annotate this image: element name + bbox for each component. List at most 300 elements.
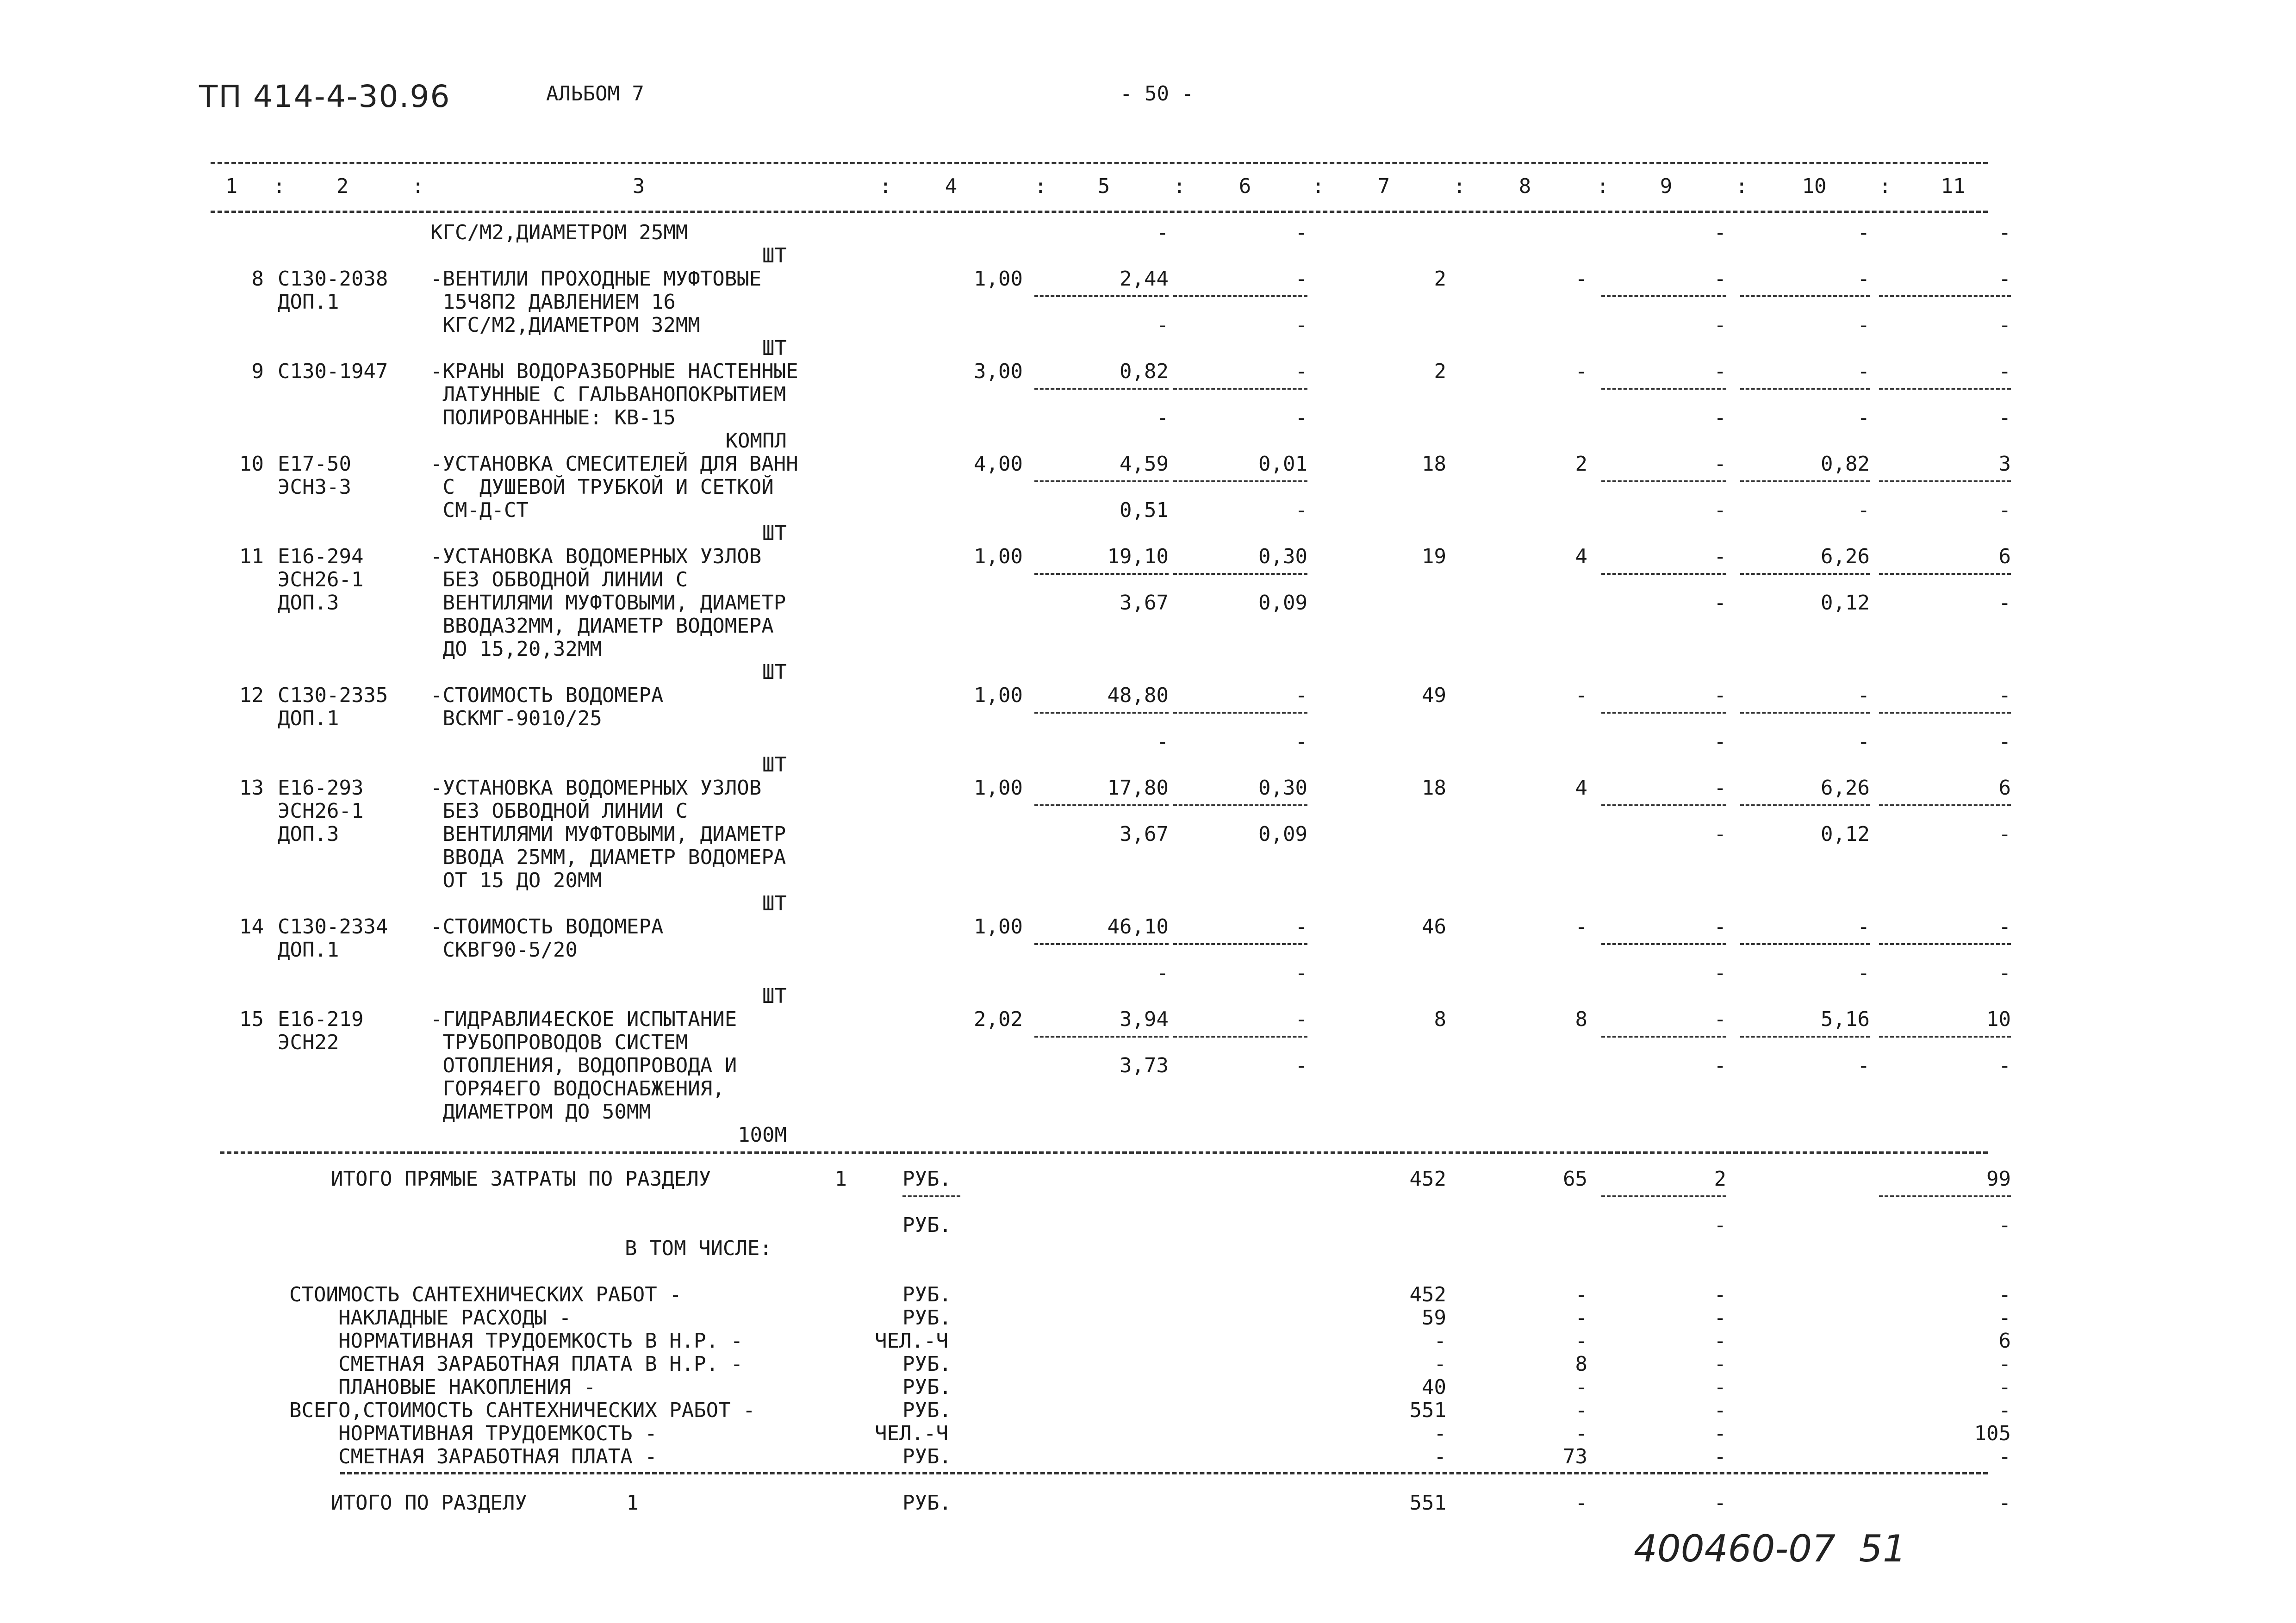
cell-divider	[1034, 480, 1169, 482]
cell-divider	[1879, 480, 2011, 482]
section-total-label: ИТОГО ПО РАЗДЕЛУ	[331, 1491, 527, 1515]
measure-unit: ШТ	[762, 244, 787, 267]
row-code: ЭСН26-1	[278, 799, 364, 823]
labor-unit-value: 0,82	[1821, 452, 1870, 476]
section-total-unit: РУБ.	[902, 1491, 952, 1515]
wage-unit-sub-value: -	[1295, 730, 1307, 753]
row-code: Е16-294	[278, 545, 364, 568]
row-code: Е16-219	[278, 1007, 364, 1031]
breakdown-unit: РУБ.	[902, 1352, 952, 1376]
direct-costs-unit-2: РУБ.	[902, 1213, 952, 1237]
row-r10-description: -УСТАНОВКА СМЕСИТЕЛЕЙ ДЛЯ ВАНН	[430, 452, 798, 476]
column-separator: :	[412, 174, 424, 198]
quantity-value: 1,00	[974, 267, 1023, 291]
unit-cost-value: 3,94	[1120, 1007, 1169, 1031]
breakdown-machine: -	[1714, 1399, 1726, 1422]
breakdown-machine: -	[1714, 1283, 1726, 1306]
cell-divider	[1601, 480, 1726, 482]
totals-top-rule	[220, 1151, 1988, 1154]
cell-divider	[1601, 943, 1726, 945]
direct-costs-machine-sub: -	[1714, 1213, 1726, 1237]
unit-cost-value: 4,59	[1120, 452, 1169, 476]
quantity-value: 1,00	[974, 915, 1023, 939]
row-r11-description: ДО 15,20,32ММ	[430, 637, 602, 661]
cell-divider	[1034, 943, 1169, 945]
total-wage-value: -	[1575, 267, 1587, 291]
column-separator: :	[1879, 174, 1892, 198]
quantity-value: 4,00	[974, 452, 1023, 476]
machine-cost-value: -	[1714, 684, 1726, 707]
breakdown-machine: -	[1714, 1445, 1726, 1468]
total-cost-value: 46	[1422, 915, 1446, 939]
row-r8-description: 15Ч8П2 ДАВЛЕНИЕМ 16	[430, 290, 676, 314]
measure-unit: ШТ	[762, 336, 787, 360]
quantity-value: 2,02	[974, 1007, 1023, 1031]
breakdown-label: СМЕТНАЯ ЗАРАБОТНАЯ ПЛАТА В Н.Р. -	[289, 1352, 743, 1376]
cell-divider	[1879, 573, 2011, 575]
row-code: ЭСН3-3	[278, 475, 351, 499]
row-number: 8	[251, 267, 264, 291]
wage-unit-value: -	[1295, 1007, 1307, 1031]
row-number: 12	[239, 684, 264, 707]
column-separator: :	[1453, 174, 1466, 198]
breakdown-total: -	[1434, 1352, 1446, 1376]
direct-costs-total: 452	[1409, 1167, 1446, 1191]
total-cost-value: 19	[1422, 545, 1446, 568]
row-r10-description: СМ-Д-СТ	[430, 498, 529, 522]
row-code: С130-2334	[278, 915, 388, 939]
unit-cost-value: 48,80	[1107, 684, 1169, 707]
total-cost-value: 8	[1434, 1007, 1446, 1031]
row-code: ЭСН26-1	[278, 568, 364, 591]
labor-unit-sub-value: -	[1857, 221, 1870, 244]
breakdown-wage: -	[1575, 1306, 1587, 1330]
direct-costs-unit: РУБ.	[902, 1167, 952, 1191]
labor-total-sub-value: -	[1998, 313, 2011, 337]
labor-unit-sub-value: -	[1857, 406, 1870, 429]
labor-total-sub-value: -	[1998, 961, 2011, 985]
row-r15-description: ГОРЯ4ЕГО ВОДОСНАБЖЕНИЯ,	[430, 1077, 725, 1101]
unit-cost-sub-value: 0,51	[1120, 498, 1169, 522]
row-code: ДОП.3	[278, 822, 339, 846]
document-designation: ТП 414-4-30.96	[199, 79, 451, 114]
unit-cost-sub-value: -	[1156, 406, 1169, 429]
wage-unit-sub-value: 0,09	[1258, 822, 1307, 846]
breakdown-label: СТОИМОСТЬ САНТЕХНИЧЕСКИХ РАБОТ -	[289, 1283, 682, 1306]
column-separator: :	[1736, 174, 1748, 198]
row-r8-description: КГС/М2,ДИАМЕТРОМ 32ММ	[430, 313, 700, 337]
labor-total-sub-value: -	[1998, 406, 2011, 429]
breakdown-wage: 8	[1575, 1352, 1587, 1376]
album-label: АЛЬБОМ 7	[546, 82, 644, 106]
unit-cost-sub-value: 3,67	[1120, 822, 1169, 846]
column-separator: :	[879, 174, 892, 198]
row-number: 14	[239, 915, 264, 939]
row-r12-description: ВСКМГ-9010/25	[430, 707, 602, 730]
row-r13-description: ОТ 15 ДО 20ММ	[430, 869, 602, 892]
cell-divider	[1034, 712, 1169, 714]
direct-costs-machine: 2	[1714, 1167, 1726, 1191]
unit-cost-sub-value: 3,73	[1120, 1054, 1169, 1077]
total-wage-value: -	[1575, 360, 1587, 383]
row-code: Е17-50	[278, 452, 351, 476]
labor-total-value: 6	[1998, 545, 2011, 568]
labor-unit-sub-value: -	[1857, 961, 1870, 985]
row-r14-description: -СТОИМОСТЬ ВОДОМЕРА	[430, 915, 664, 939]
cell-divider	[1601, 712, 1726, 714]
column-header-9: 9	[1660, 174, 1673, 198]
row-r13-description: -УСТАНОВКА ВОДОМЕРНЫХ УЗЛОВ	[430, 776, 762, 800]
breakdown-label: НОРМАТИВНАЯ ТРУДОЕМКОСТЬ -	[289, 1422, 657, 1445]
column-separator: :	[1597, 174, 1609, 198]
total-wage-value: -	[1575, 915, 1587, 939]
total-cost-value: 18	[1422, 776, 1446, 800]
labor-unit-value: -	[1857, 684, 1870, 707]
column-header-3: 3	[632, 174, 645, 198]
cell-divider	[1740, 1036, 1870, 1038]
row-r15-description: ОТОПЛЕНИЯ, ВОДОПРОВОДА И	[430, 1054, 737, 1077]
cell-divider	[1034, 804, 1169, 806]
labor-total-value: 6	[1998, 776, 2011, 800]
row-r9-description: ЛАТУННЫЕ С ГАЛЬВАНОПОКРЫТИЕМ	[430, 383, 786, 406]
breakdown-unit: РУБ.	[902, 1399, 952, 1422]
column-separator: :	[1312, 174, 1325, 198]
row-number: 11	[239, 545, 264, 568]
cell-divider	[1879, 712, 2011, 714]
unit-cost-sub-value: -	[1156, 221, 1169, 244]
column-header-11: 11	[1941, 174, 1966, 198]
column-header-8: 8	[1518, 174, 1531, 198]
cell-divider	[1601, 1036, 1726, 1038]
unit-cost-value: 19,10	[1107, 545, 1169, 568]
row-number: 10	[239, 452, 264, 476]
archive-stamp: 400460-07 51	[1634, 1527, 1906, 1570]
page-number: - 50 -	[1120, 82, 1194, 106]
breakdown-total: -	[1434, 1329, 1446, 1353]
wage-unit-value: 0,30	[1258, 776, 1307, 800]
direct-costs-section: 1	[834, 1167, 847, 1191]
breakdown-wage: -	[1575, 1283, 1587, 1306]
column-separator: :	[1173, 174, 1186, 198]
section-total-machine: -	[1714, 1491, 1726, 1515]
row-code: С130-2335	[278, 684, 388, 707]
row-code: ЭСН22	[278, 1031, 339, 1054]
labor-total-value: -	[1998, 267, 2011, 291]
quantity-value: 1,00	[974, 545, 1023, 568]
total-wage-value: -	[1575, 684, 1587, 707]
cell-divider	[1173, 1036, 1307, 1038]
machine-cost-sub-value: -	[1714, 313, 1726, 337]
total-wage-value: 8	[1575, 1007, 1587, 1031]
column-separator: :	[1034, 174, 1047, 198]
row-code: Е16-293	[278, 776, 364, 800]
total-cost-value: 2	[1434, 360, 1446, 383]
breakdown-labor: -	[1998, 1445, 2011, 1468]
breakdown-total: 40	[1422, 1375, 1446, 1399]
labor-unit-value: -	[1857, 915, 1870, 939]
machine-cost-value: -	[1714, 452, 1726, 476]
row-number: 13	[239, 776, 264, 800]
cell-divider	[1879, 1036, 2011, 1038]
cell-divider	[1173, 573, 1307, 575]
column-header-4: 4	[945, 174, 958, 198]
wage-unit-sub-value: -	[1295, 1054, 1307, 1077]
cell-divider	[1740, 295, 1870, 297]
breakdown-unit: РУБ.	[902, 1283, 952, 1306]
machine-cost-value: -	[1714, 360, 1726, 383]
row-r13-description: ВВОДА 25ММ, ДИАМЕТР ВОДОМЕРА	[430, 846, 786, 869]
breakdown-machine: -	[1714, 1352, 1726, 1376]
header-bottom-rule	[211, 211, 1988, 213]
wage-unit-sub-value: -	[1295, 498, 1307, 522]
row-r11-description: БЕЗ ОБВОДНОЙ ЛИНИИ С	[430, 568, 688, 591]
machine-cost-sub-value: -	[1714, 730, 1726, 753]
breakdown-label: ПЛАНОВЫЕ НАКОПЛЕНИЯ -	[289, 1375, 596, 1399]
cell-divider	[1740, 480, 1870, 482]
row-code: ДОП.3	[278, 591, 339, 615]
labor-total-sub-value: -	[1998, 591, 2011, 615]
labor-unit-sub-value: -	[1857, 498, 1870, 522]
total-cost-value: 2	[1434, 267, 1446, 291]
measure-unit: 100М	[738, 1123, 787, 1147]
quantity-value: 1,00	[974, 776, 1023, 800]
cell-divider	[1740, 804, 1870, 806]
measure-unit: ШТ	[762, 984, 787, 1008]
column-header-2: 2	[336, 174, 349, 198]
labor-unit-value: 6,26	[1821, 776, 1870, 800]
wage-unit-value: 0,01	[1258, 452, 1307, 476]
unit-cost-sub-value: -	[1156, 961, 1169, 985]
row-r9-description: -КРАНЫ ВОДОРАЗБОРНЫЕ НАСТЕННЫЕ	[430, 360, 798, 383]
column-header-6: 6	[1238, 174, 1251, 198]
row-code: С130-1947	[278, 360, 388, 383]
breakdown-labor: -	[1998, 1375, 2011, 1399]
cell-divider	[1740, 943, 1870, 945]
section-total-number: 1	[626, 1491, 639, 1515]
direct-costs-labor: 99	[1986, 1167, 2011, 1191]
wage-unit-sub-value: -	[1295, 961, 1307, 985]
breakdown-machine: -	[1714, 1422, 1726, 1445]
breakdown-unit: РУБ.	[902, 1375, 952, 1399]
cell-divider	[1879, 1195, 2011, 1197]
labor-unit-value: 5,16	[1821, 1007, 1870, 1031]
labor-total-value: -	[1998, 915, 2011, 939]
machine-cost-value: -	[1714, 545, 1726, 568]
measure-unit: КОМПЛ	[725, 429, 787, 453]
row-code: ДОП.1	[278, 707, 339, 730]
breakdown-wage: -	[1575, 1422, 1587, 1445]
machine-cost-value: -	[1714, 1007, 1726, 1031]
row-r13-description: БЕЗ ОБВОДНОЙ ЛИНИИ С	[430, 799, 688, 823]
labor-unit-sub-value: 0,12	[1821, 591, 1870, 615]
unit-cost-sub-value: -	[1156, 313, 1169, 337]
breakdown-wage: -	[1575, 1399, 1587, 1422]
labor-total-sub-value: -	[1998, 1054, 2011, 1077]
machine-cost-value: -	[1714, 915, 1726, 939]
unit-cost-sub-value: 3,67	[1120, 591, 1169, 615]
breakdown-labor: 6	[1998, 1329, 2011, 1353]
row-r11-description: ВВОДА32ММ, ДИАМЕТР ВОДОМЕРА	[430, 614, 774, 638]
row-code: ДОП.1	[278, 938, 339, 962]
labor-unit-sub-value: -	[1857, 313, 1870, 337]
breakdown-total: -	[1434, 1422, 1446, 1445]
wage-unit-value: -	[1295, 915, 1307, 939]
breakdown-total: 452	[1409, 1283, 1446, 1306]
cell-divider	[1740, 712, 1870, 714]
unit-cost-value: 17,80	[1107, 776, 1169, 800]
breakdown-machine: -	[1714, 1329, 1726, 1353]
cell-divider	[1879, 295, 2011, 297]
breakdown-label: НОРМАТИВНАЯ ТРУДОЕМКОСТЬ В Н.Р. -	[289, 1329, 743, 1353]
row-r10-description: С ДУШЕВОЙ ТРУБКОЙ И СЕТКОЙ	[430, 475, 774, 499]
breakdown-label: ВСЕГО,СТОИМОСТЬ САНТЕХНИЧЕСКИХ РАБОТ -	[289, 1399, 755, 1422]
cell-divider	[1879, 804, 2011, 806]
column-header-5: 5	[1097, 174, 1110, 198]
wage-unit-value: -	[1295, 360, 1307, 383]
direct-costs-wage: 65	[1563, 1167, 1587, 1191]
breakdown-unit: ЧЕЛ.-Ч	[875, 1329, 948, 1353]
row-r13-description: ВЕНТИЛЯМИ МУФТОВЫМИ, ДИАМЕТР	[430, 822, 786, 846]
labor-total-sub-value: -	[1998, 730, 2011, 753]
breakdown-labor: -	[1998, 1283, 2011, 1306]
labor-unit-sub-value: 0,12	[1821, 822, 1870, 846]
cell-divider	[1601, 388, 1726, 390]
measure-unit: ШТ	[762, 522, 787, 545]
row-r15-description: -ГИДРАВЛИ4ЕСКОЕ ИСПЫТАНИЕ	[430, 1007, 737, 1031]
labor-unit-sub-value: -	[1857, 730, 1870, 753]
machine-cost-value: -	[1714, 776, 1726, 800]
breakdown-wage: 73	[1563, 1445, 1587, 1468]
row-r14-description: СКВГ90-5/20	[430, 938, 578, 962]
row-r8-description: -ВЕНТИЛИ ПРОХОДНЫЕ МУФТОВЫЕ	[430, 267, 762, 291]
wage-unit-sub-value: -	[1295, 221, 1307, 244]
column-header-10: 10	[1802, 174, 1827, 198]
header-top-rule	[211, 162, 1988, 164]
cell-divider	[1173, 295, 1307, 297]
total-wage-value: 4	[1575, 776, 1587, 800]
row-r12-description: -СТОИМОСТЬ ВОДОМЕРА	[430, 684, 664, 707]
cell-divider	[1173, 712, 1307, 714]
breakdown-labor: -	[1998, 1352, 2011, 1376]
wage-unit-sub-value: -	[1295, 406, 1307, 429]
including-label: В ТОМ ЧИСЛЕ:	[625, 1237, 772, 1260]
row-code: С130-2038	[278, 267, 388, 291]
breakdown-unit: ЧЕЛ.-Ч	[875, 1422, 948, 1445]
total-cost-value: 18	[1422, 452, 1446, 476]
total-wage-value: 4	[1575, 545, 1587, 568]
labor-total-value: 3	[1998, 452, 2011, 476]
breakdown-label: СМЕТНАЯ ЗАРАБОТНАЯ ПЛАТА -	[289, 1445, 657, 1468]
breakdown-labor: -	[1998, 1306, 2011, 1330]
cell-divider	[1601, 804, 1726, 806]
row-r15-description: ТРУБОПРОВОДОВ СИСТЕМ	[430, 1031, 688, 1054]
labor-total-sub-value: -	[1998, 822, 2011, 846]
section-total-cost: 551	[1409, 1491, 1446, 1515]
cell-divider	[1740, 573, 1870, 575]
cell-divider	[1879, 943, 2011, 945]
row-number: 9	[251, 360, 264, 383]
cell-divider	[1173, 943, 1307, 945]
cell-divider	[1034, 573, 1169, 575]
breakdown-total: 551	[1409, 1399, 1446, 1422]
wage-unit-sub-value: -	[1295, 313, 1307, 337]
unit-cost-value: 2,44	[1120, 267, 1169, 291]
machine-cost-sub-value: -	[1714, 1054, 1726, 1077]
labor-total-value: -	[1998, 360, 2011, 383]
cell-divider	[1034, 1036, 1169, 1038]
cell-divider	[1173, 804, 1307, 806]
breakdown-machine: -	[1714, 1306, 1726, 1330]
unit-cost-value: 0,82	[1120, 360, 1169, 383]
cell-divider	[902, 1195, 960, 1197]
labor-total-value: 10	[1986, 1007, 2011, 1031]
row-r9-description: ПОЛИРОВАННЫЕ: КВ-15	[430, 406, 676, 429]
breakdown-machine: -	[1714, 1375, 1726, 1399]
direct-costs-label: ИТОГО ПРЯМЫЕ ЗАТРАТЫ ПО РАЗДЕЛУ	[331, 1167, 711, 1191]
machine-cost-sub-value: -	[1714, 221, 1726, 244]
cell-divider	[1879, 388, 2011, 390]
machine-cost-value: -	[1714, 267, 1726, 291]
row-r11-description: -УСТАНОВКА ВОДОМЕРНЫХ УЗЛОВ	[430, 545, 762, 568]
machine-cost-sub-value: -	[1714, 406, 1726, 429]
quantity-value: 3,00	[974, 360, 1023, 383]
row-number: 15	[239, 1007, 264, 1031]
wage-unit-value: -	[1295, 267, 1307, 291]
machine-cost-sub-value: -	[1714, 498, 1726, 522]
labor-unit-value: -	[1857, 267, 1870, 291]
cell-divider	[1740, 388, 1870, 390]
breakdown-unit: РУБ.	[902, 1306, 952, 1330]
breakdown-total: 59	[1422, 1306, 1446, 1330]
total-cost-value: 49	[1422, 684, 1446, 707]
row-r11-description: ВЕНТИЛЯМИ МУФТОВЫМИ, ДИАМЕТР	[430, 591, 786, 615]
cell-divider	[1173, 388, 1307, 390]
labor-total-sub-value: -	[1998, 221, 2011, 244]
labor-unit-value: -	[1857, 360, 1870, 383]
unit-cost-sub-value: -	[1156, 730, 1169, 753]
machine-cost-sub-value: -	[1714, 822, 1726, 846]
breakdown-label: НАКЛАДНЫЕ РАСХОДЫ -	[289, 1306, 572, 1330]
cell-divider	[1601, 573, 1726, 575]
row-r7c-description: КГС/М2,ДИАМЕТРОМ 25ММ	[430, 221, 688, 244]
cell-divider	[1034, 295, 1169, 297]
breakdown-wage: -	[1575, 1329, 1587, 1353]
unit-cost-value: 46,10	[1107, 915, 1169, 939]
direct-costs-labor-sub: -	[1998, 1213, 2011, 1237]
cell-divider	[1601, 1195, 1726, 1197]
measure-unit: ШТ	[762, 753, 787, 777]
breakdown-labor: 105	[1974, 1422, 2011, 1445]
totals-bottom-rule	[340, 1472, 1988, 1474]
labor-unit-sub-value: -	[1857, 1054, 1870, 1077]
cell-divider	[1601, 295, 1726, 297]
column-header-1: 1	[225, 174, 238, 198]
row-code: ДОП.1	[278, 290, 339, 314]
breakdown-wage: -	[1575, 1375, 1587, 1399]
machine-cost-sub-value: -	[1714, 591, 1726, 615]
measure-unit: ШТ	[762, 892, 787, 915]
breakdown-unit: РУБ.	[902, 1445, 952, 1468]
quantity-value: 1,00	[974, 684, 1023, 707]
section-total-wage: -	[1575, 1491, 1587, 1515]
breakdown-total: -	[1434, 1445, 1446, 1468]
wage-unit-value: -	[1295, 684, 1307, 707]
section-total-labor: -	[1998, 1491, 2011, 1515]
row-r15-description: ДИАМЕТРОМ ДО 50ММ	[430, 1100, 651, 1124]
column-header-7: 7	[1377, 174, 1390, 198]
measure-unit: ШТ	[762, 660, 787, 684]
cell-divider	[1173, 480, 1307, 482]
